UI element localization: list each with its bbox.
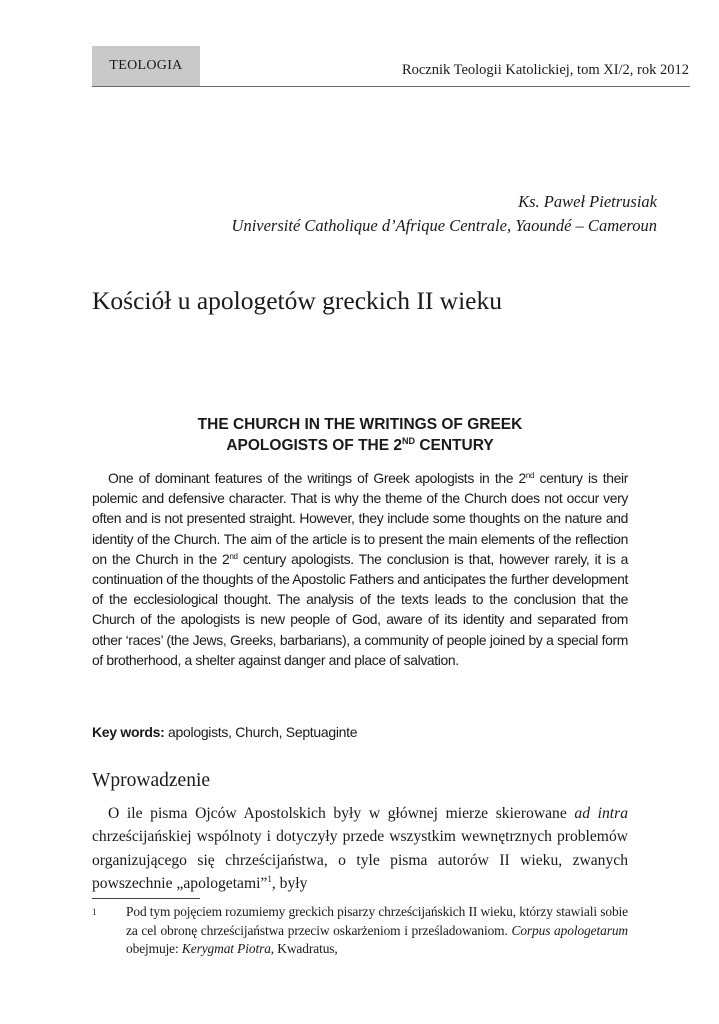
english-title (92, 414, 628, 456)
footnote (92, 903, 628, 959)
english-title-line2: APOLOGISTS OF THE 2ND CENTURY (226, 436, 494, 454)
body-text (92, 802, 628, 896)
author-name: Ks. Paweł Pietrusiak (518, 192, 657, 211)
abstract (92, 468, 628, 670)
keywords-value: apologists, Church, Septuaginte (164, 724, 358, 740)
keywords-label: Key words: (92, 724, 165, 740)
footnote-number: 1 (92, 907, 97, 917)
footnote-text: Pod tym pojęciem rozumiemy greckich pisarzy chrześcijańskich II wieku, którzy stawiali sobie za cel obronę chrześcijaństwa przeciw oskarżeniom i prześladowaniom. Corpus apologetarum obejmuje: Kerygmat Piotra, Kwadratus, (126, 904, 628, 957)
journal-info: Rocznik Teologii Katolickiej, tom XI/2, rok 2012 (401, 62, 689, 78)
abstract-paragraph: One of dominant features of the writings of Greek apologists in the 2nd century is their polemic and defensive character. That is why the theme of the Church does not occur very often and is not presented straight. However, they include some thoughts on the nature and identity of the Church. The aim of the article is to present the main elements of the reflection on the Church in the 2nd century apologists. The conclusion is that, however rarely, it is a continuation of the thoughts of the Apostolic Fathers and anticipates the further development of the ecclesiological thought. The analysis of the texts leads to the conclusion that the Church of the apologists is new people of God, aware of its identity and separated from other ‘races’ (the Jews, Greeks, barbarians), a community of people joined by a special form of brotherhood, a shelter against danger and place of salvation. (92, 470, 628, 668)
keywords (92, 724, 628, 740)
body-paragraph: O ile pisma Ojców Apostolskich były w głównej mierze skierowane ad intra chrześcijańskiej wspólnoty i dotyczyły przede wszystkim wewnętrznych problemów organizującego się chrześcijaństwa, o tyle pisma autorów II wieku, zwanych powszechnie „apologetami”$^1$, były (92, 805, 628, 893)
english-title-line1: THE CHURCH IN THE WRITINGS OF GREEK (197, 416, 523, 433)
header-rule (92, 86, 690, 87)
author-affiliation: Université Catholique d’Afrique Centrale, Yaoundé – Cameroun (231, 216, 657, 235)
footnote-ref: 1 (267, 874, 272, 885)
section-heading: Wprowadzenie (92, 770, 211, 791)
footnote-rule (92, 898, 200, 899)
article-title: Kościół u apologetów greckich II wieku (92, 286, 503, 315)
section-tag: TEOLOGIA (92, 46, 200, 86)
